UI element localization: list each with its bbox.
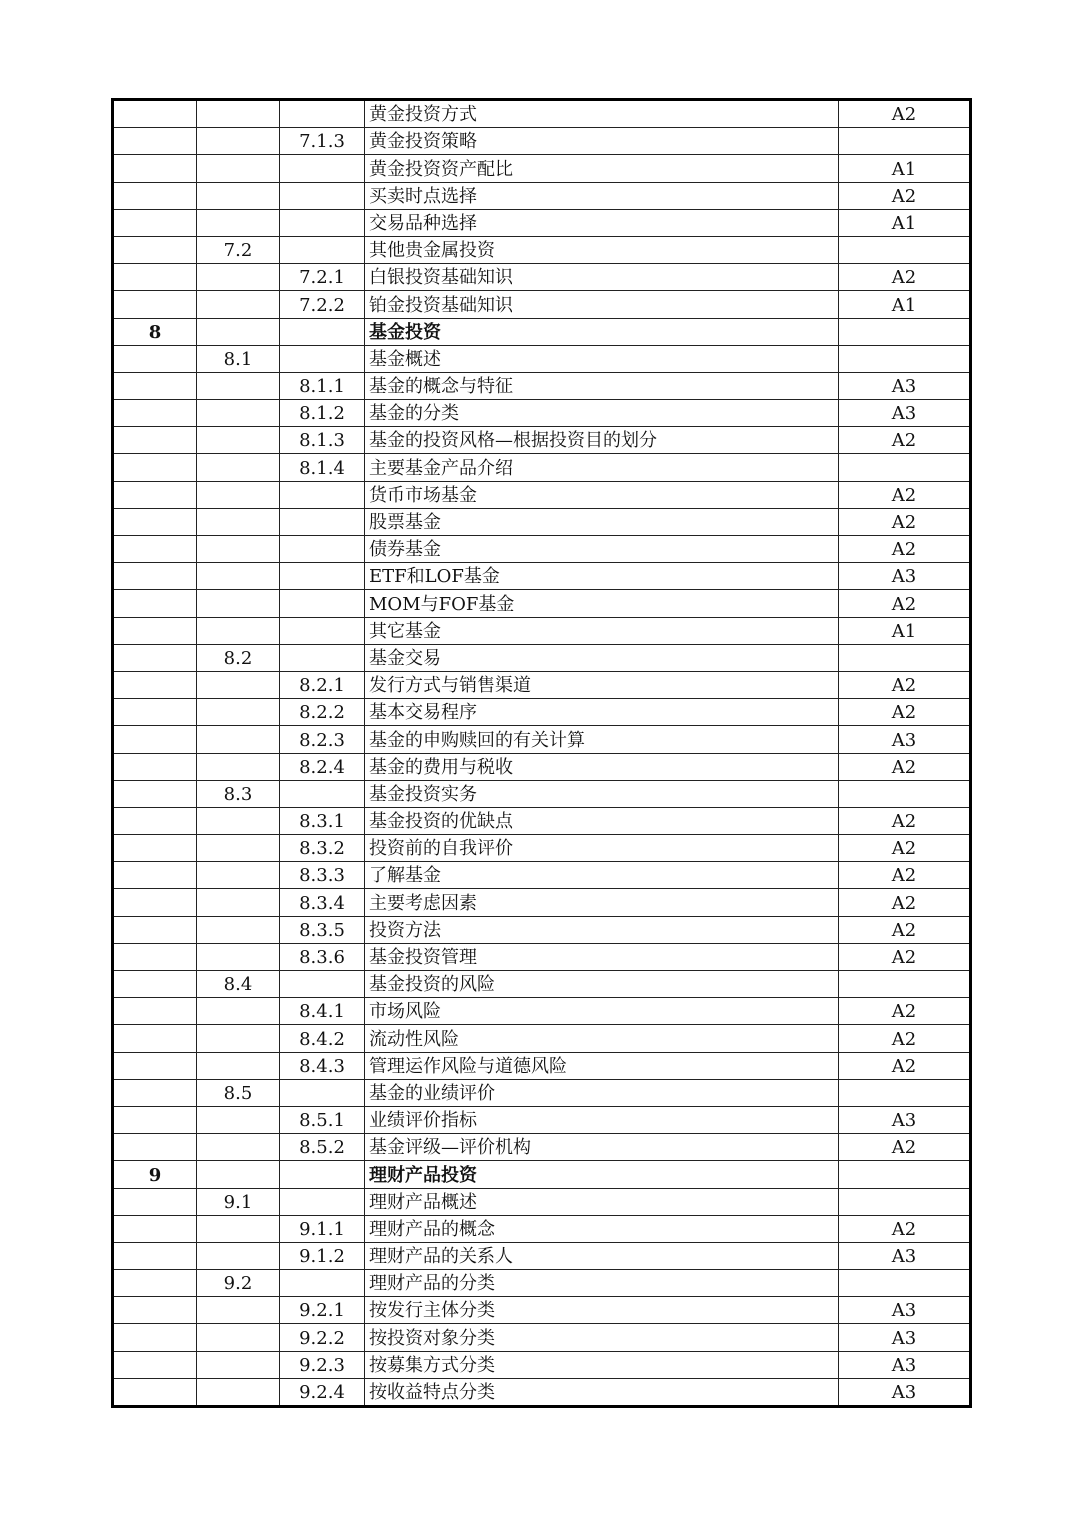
subsection-number-cell [280, 345, 365, 372]
section-number-cell [197, 536, 280, 563]
section-number-cell [197, 1351, 280, 1378]
topic-title-cell: 基金投资实务 [365, 780, 839, 807]
table-row [113, 236, 971, 263]
section-number-cell [197, 753, 280, 780]
subsection-number-cell: 9.2.4 [280, 1378, 365, 1406]
requirement-level-cell: A3 [839, 726, 971, 753]
section-number-cell [197, 1134, 280, 1161]
subsection-number-cell [280, 590, 365, 617]
topic-title-cell: 买卖时点选择 [365, 182, 839, 209]
requirement-level-cell: A3 [839, 1324, 971, 1351]
topic-title-cell: 理财产品的概念 [365, 1215, 839, 1242]
table-row [113, 1134, 971, 1161]
table-row [113, 264, 971, 291]
table-row [113, 1106, 971, 1133]
subsection-number-cell: 7.2.2 [280, 291, 365, 318]
table-row [113, 1025, 971, 1052]
table-row [113, 835, 971, 862]
table-row [113, 644, 971, 671]
section-number-cell [197, 1052, 280, 1079]
requirement-level-cell: A2 [839, 699, 971, 726]
section-number-cell [197, 726, 280, 753]
table-row [113, 508, 971, 535]
subsection-number-cell: 8.1.2 [280, 400, 365, 427]
requirement-level-cell: A2 [839, 427, 971, 454]
requirement-level-cell: A2 [839, 835, 971, 862]
chapter-number-cell [113, 1297, 197, 1324]
table-row [113, 971, 971, 998]
table-row [113, 1052, 971, 1079]
section-number-cell: 8.3 [197, 780, 280, 807]
table-row [113, 726, 971, 753]
subsection-number-cell: 8.4.1 [280, 998, 365, 1025]
topic-title-cell: 基金投资管理 [365, 943, 839, 970]
subsection-number-cell [280, 318, 365, 345]
subsection-number-cell: 9.2.1 [280, 1297, 365, 1324]
section-number-cell: 9.2 [197, 1270, 280, 1297]
section-number-cell [197, 481, 280, 508]
topic-title-cell: 股票基金 [365, 508, 839, 535]
requirement-level-cell: A3 [839, 1378, 971, 1406]
chapter-number-cell [113, 807, 197, 834]
subsection-number-cell: 8.1.4 [280, 454, 365, 481]
chapter-number-cell [113, 264, 197, 291]
subsection-number-cell: 8.3.3 [280, 862, 365, 889]
chapter-number-cell [113, 209, 197, 236]
section-number-cell [197, 563, 280, 590]
table-row [113, 372, 971, 399]
table-row [113, 481, 971, 508]
requirement-level-cell: A1 [839, 209, 971, 236]
table-row [113, 889, 971, 916]
section-number-cell [197, 100, 280, 128]
chapter-number-cell [113, 1188, 197, 1215]
chapter-number-cell [113, 1025, 197, 1052]
subsection-number-cell [280, 508, 365, 535]
requirement-level-cell: A2 [839, 590, 971, 617]
topic-title-cell: 货币市场基金 [365, 481, 839, 508]
requirement-level-cell [839, 128, 971, 155]
chapter-number-cell [113, 1270, 197, 1297]
table-row [113, 536, 971, 563]
chapter-number-cell: 8 [113, 318, 197, 345]
table-row [113, 1297, 971, 1324]
chapter-number-cell [113, 1351, 197, 1378]
chapter-number-cell [113, 128, 197, 155]
chapter-number-cell [113, 372, 197, 399]
chapter-number-cell [113, 1324, 197, 1351]
topic-title-cell: 其它基金 [365, 617, 839, 644]
section-number-cell [197, 508, 280, 535]
section-number-cell [197, 1324, 280, 1351]
topic-title-cell: 基金投资的优缺点 [365, 807, 839, 834]
requirement-level-cell: A2 [839, 753, 971, 780]
requirement-level-cell [839, 345, 971, 372]
subsection-number-cell [280, 1270, 365, 1297]
topic-title-cell: 了解基金 [365, 862, 839, 889]
section-number-cell [197, 1025, 280, 1052]
requirement-level-cell: A2 [839, 998, 971, 1025]
topic-title-cell: 投资方法 [365, 916, 839, 943]
requirement-level-cell: A3 [839, 563, 971, 590]
section-number-cell [197, 155, 280, 182]
topic-title-cell: 基金交易 [365, 644, 839, 671]
subsection-number-cell [280, 1079, 365, 1106]
requirement-level-cell: A3 [839, 1351, 971, 1378]
topic-title-cell: 基金投资的风险 [365, 971, 839, 998]
chapter-number-cell [113, 1242, 197, 1269]
requirement-level-cell [839, 1188, 971, 1215]
chapter-number-cell [113, 644, 197, 671]
requirement-level-cell [839, 1270, 971, 1297]
requirement-level-cell: A2 [839, 182, 971, 209]
topic-title-cell: 黄金投资策略 [365, 128, 839, 155]
chapter-number-cell [113, 427, 197, 454]
topic-title-cell: 发行方式与销售渠道 [365, 671, 839, 698]
requirement-level-cell [839, 454, 971, 481]
table-row [113, 563, 971, 590]
section-number-cell [197, 807, 280, 834]
topic-title-cell: 基金的概念与特征 [365, 372, 839, 399]
section-number-cell [197, 889, 280, 916]
topic-title-cell: 基金的投资风格—根据投资目的划分 [365, 427, 839, 454]
chapter-number-cell [113, 1134, 197, 1161]
subsection-number-cell: 8.3.4 [280, 889, 365, 916]
requirement-level-cell: A2 [839, 508, 971, 535]
requirement-level-cell: A1 [839, 617, 971, 644]
subsection-number-cell [280, 644, 365, 671]
section-number-cell [197, 372, 280, 399]
table-row [113, 699, 971, 726]
requirement-level-cell [839, 644, 971, 671]
subsection-number-cell [280, 1188, 365, 1215]
topic-title-cell: 理财产品的分类 [365, 1270, 839, 1297]
requirement-level-cell [839, 780, 971, 807]
table-row [113, 1351, 971, 1378]
topic-title-cell: 白银投资基础知识 [365, 264, 839, 291]
topic-title-cell: MOM与FOF基金 [365, 590, 839, 617]
requirement-level-cell: A2 [839, 100, 971, 128]
topic-title-cell: 流动性风险 [365, 1025, 839, 1052]
subsection-number-cell [280, 536, 365, 563]
subsection-number-cell: 8.3.5 [280, 916, 365, 943]
chapter-number-cell [113, 1215, 197, 1242]
table-row [113, 291, 971, 318]
subsection-number-cell [280, 617, 365, 644]
topic-title-cell: 债券基金 [365, 536, 839, 563]
chapter-number-cell [113, 590, 197, 617]
table-row [113, 128, 971, 155]
subsection-number-cell: 9.2.3 [280, 1351, 365, 1378]
table-row [113, 998, 971, 1025]
requirement-level-cell: A2 [839, 481, 971, 508]
section-number-cell [197, 943, 280, 970]
table-row [113, 1188, 971, 1215]
chapter-number-cell [113, 671, 197, 698]
requirement-level-cell: A3 [839, 1242, 971, 1269]
table-row [113, 943, 971, 970]
chapter-number-cell [113, 998, 197, 1025]
table-row [113, 807, 971, 834]
section-number-cell [197, 264, 280, 291]
requirement-level-cell: A3 [839, 372, 971, 399]
section-number-cell: 8.1 [197, 345, 280, 372]
requirement-level-cell [839, 236, 971, 263]
chapter-number-cell [113, 100, 197, 128]
topic-title-cell: 基金的业绩评价 [365, 1079, 839, 1106]
section-number-cell [197, 835, 280, 862]
chapter-number-cell [113, 699, 197, 726]
table-row [113, 1079, 971, 1106]
requirement-level-cell: A1 [839, 155, 971, 182]
chapter-number-cell [113, 862, 197, 889]
chapter-number-cell [113, 563, 197, 590]
subsection-number-cell: 7.2.1 [280, 264, 365, 291]
requirement-level-cell: A2 [839, 916, 971, 943]
subsection-number-cell [280, 780, 365, 807]
subsection-number-cell [280, 209, 365, 236]
requirement-level-cell: A3 [839, 1106, 971, 1133]
subsection-number-cell: 9.1.2 [280, 1242, 365, 1269]
topic-title-cell: 基本交易程序 [365, 699, 839, 726]
subsection-number-cell: 8.2.1 [280, 671, 365, 698]
chapter-number-cell [113, 508, 197, 535]
section-number-cell [197, 1215, 280, 1242]
chapter-number-cell [113, 780, 197, 807]
section-number-cell [197, 209, 280, 236]
requirement-level-cell: A2 [839, 862, 971, 889]
topic-title-cell: 基金的分类 [365, 400, 839, 427]
topic-title-cell: ETF和LOF基金 [365, 563, 839, 590]
chapter-number-cell [113, 454, 197, 481]
requirement-level-cell: A2 [839, 1134, 971, 1161]
subsection-number-cell: 8.3.2 [280, 835, 365, 862]
topic-title-cell: 其他贵金属投资 [365, 236, 839, 263]
subsection-number-cell: 8.1.1 [280, 372, 365, 399]
section-number-cell [197, 400, 280, 427]
requirement-level-cell: A2 [839, 943, 971, 970]
section-number-cell [197, 128, 280, 155]
section-number-cell [197, 590, 280, 617]
requirement-level-cell: A2 [839, 1215, 971, 1242]
table-body [113, 100, 971, 1407]
topic-title-cell: 主要基金产品介绍 [365, 454, 839, 481]
requirement-level-cell: A2 [839, 536, 971, 563]
chapter-number-cell [113, 400, 197, 427]
subsection-number-cell [280, 155, 365, 182]
subsection-number-cell [280, 481, 365, 508]
table-row [113, 345, 971, 372]
table-row [113, 182, 971, 209]
table-row [113, 780, 971, 807]
requirement-level-cell [839, 1161, 971, 1188]
topic-title-cell: 理财产品投资 [365, 1161, 839, 1188]
topic-title-cell: 按收益特点分类 [365, 1378, 839, 1406]
chapter-number-cell [113, 943, 197, 970]
subsection-number-cell [280, 100, 365, 128]
section-number-cell [197, 1106, 280, 1133]
subsection-number-cell: 9.1.1 [280, 1215, 365, 1242]
requirement-level-cell: A2 [839, 1025, 971, 1052]
topic-title-cell: 基金概述 [365, 345, 839, 372]
subsection-number-cell: 8.3.6 [280, 943, 365, 970]
subsection-number-cell: 8.4.2 [280, 1025, 365, 1052]
chapter-number-cell [113, 345, 197, 372]
topic-title-cell: 基金投资 [365, 318, 839, 345]
table-row [113, 1215, 971, 1242]
subsection-number-cell: 7.1.3 [280, 128, 365, 155]
table-row [113, 318, 971, 345]
section-number-cell [197, 1378, 280, 1406]
section-number-cell [197, 916, 280, 943]
chapter-number-cell [113, 889, 197, 916]
requirement-level-cell [839, 318, 971, 345]
topic-title-cell: 基金评级—评价机构 [365, 1134, 839, 1161]
section-number-cell [197, 617, 280, 644]
topic-title-cell: 理财产品的关系人 [365, 1242, 839, 1269]
chapter-number-cell [113, 726, 197, 753]
section-number-cell [197, 182, 280, 209]
section-number-cell [197, 998, 280, 1025]
table-row [113, 1270, 971, 1297]
section-number-cell [197, 671, 280, 698]
subsection-number-cell: 8.5.2 [280, 1134, 365, 1161]
section-number-cell [197, 1297, 280, 1324]
section-number-cell [197, 699, 280, 726]
table-row [113, 753, 971, 780]
section-number-cell [197, 318, 280, 345]
chapter-number-cell [113, 753, 197, 780]
requirement-level-cell: A2 [839, 807, 971, 834]
table-row [113, 209, 971, 236]
topic-title-cell: 投资前的自我评价 [365, 835, 839, 862]
section-number-cell: 8.2 [197, 644, 280, 671]
chapter-number-cell [113, 481, 197, 508]
topic-title-cell: 市场风险 [365, 998, 839, 1025]
topic-title-cell: 管理运作风险与道德风险 [365, 1052, 839, 1079]
table-row [113, 590, 971, 617]
chapter-number-cell [113, 617, 197, 644]
subsection-number-cell: 8.5.1 [280, 1106, 365, 1133]
table-row [113, 1324, 971, 1351]
section-number-cell: 8.4 [197, 971, 280, 998]
table-row [113, 155, 971, 182]
chapter-number-cell [113, 916, 197, 943]
chapter-number-cell [113, 971, 197, 998]
chapter-number-cell [113, 1079, 197, 1106]
subsection-number-cell [280, 182, 365, 209]
requirement-level-cell: A3 [839, 400, 971, 427]
section-number-cell: 9.1 [197, 1188, 280, 1215]
chapter-number-cell [113, 291, 197, 318]
section-number-cell [197, 454, 280, 481]
table-row [113, 1378, 971, 1406]
requirement-level-cell: A1 [839, 291, 971, 318]
chapter-number-cell [113, 1052, 197, 1079]
section-number-cell [197, 291, 280, 318]
table-row [113, 916, 971, 943]
table-row [113, 100, 971, 128]
topic-title-cell: 交易品种选择 [365, 209, 839, 236]
subsection-number-cell [280, 563, 365, 590]
section-number-cell: 7.2 [197, 236, 280, 263]
subsection-number-cell [280, 236, 365, 263]
subsection-number-cell: 8.2.2 [280, 699, 365, 726]
chapter-number-cell [113, 536, 197, 563]
topic-title-cell: 基金的申购赎回的有关计算 [365, 726, 839, 753]
table-row [113, 1242, 971, 1269]
topic-title-cell: 基金的费用与税收 [365, 753, 839, 780]
table-row [113, 617, 971, 644]
topic-title-cell: 黄金投资资产配比 [365, 155, 839, 182]
requirement-level-cell: A2 [839, 671, 971, 698]
requirement-level-cell [839, 971, 971, 998]
requirement-level-cell: A2 [839, 264, 971, 291]
subsection-number-cell: 8.1.3 [280, 427, 365, 454]
table-row [113, 427, 971, 454]
chapter-number-cell [113, 1106, 197, 1133]
chapter-number-cell: 9 [113, 1161, 197, 1188]
topic-title-cell: 业绩评价指标 [365, 1106, 839, 1133]
table-row [113, 1161, 971, 1188]
subsection-number-cell: 8.2.4 [280, 753, 365, 780]
chapter-number-cell [113, 182, 197, 209]
subsection-number-cell [280, 1161, 365, 1188]
topic-title-cell: 按募集方式分类 [365, 1351, 839, 1378]
chapter-number-cell [113, 236, 197, 263]
subsection-number-cell: 8.3.1 [280, 807, 365, 834]
subsection-number-cell [280, 971, 365, 998]
topic-title-cell: 主要考虑因素 [365, 889, 839, 916]
topic-title-cell: 按发行主体分类 [365, 1297, 839, 1324]
section-number-cell [197, 427, 280, 454]
table-row [113, 671, 971, 698]
syllabus-table [111, 98, 972, 1408]
chapter-number-cell [113, 1378, 197, 1406]
chapter-number-cell [113, 155, 197, 182]
requirement-level-cell: A2 [839, 889, 971, 916]
topic-title-cell: 理财产品概述 [365, 1188, 839, 1215]
subsection-number-cell: 8.4.3 [280, 1052, 365, 1079]
section-number-cell: 8.5 [197, 1079, 280, 1106]
topic-title-cell: 黄金投资方式 [365, 100, 839, 128]
table-row [113, 862, 971, 889]
subsection-number-cell: 8.2.3 [280, 726, 365, 753]
topic-title-cell: 按投资对象分类 [365, 1324, 839, 1351]
requirement-level-cell [839, 1079, 971, 1106]
table-row [113, 400, 971, 427]
requirement-level-cell: A2 [839, 1052, 971, 1079]
section-number-cell [197, 862, 280, 889]
table-row [113, 454, 971, 481]
section-number-cell [197, 1161, 280, 1188]
section-number-cell [197, 1242, 280, 1269]
chapter-number-cell [113, 835, 197, 862]
requirement-level-cell: A3 [839, 1297, 971, 1324]
subsection-number-cell: 9.2.2 [280, 1324, 365, 1351]
topic-title-cell: 铂金投资基础知识 [365, 291, 839, 318]
